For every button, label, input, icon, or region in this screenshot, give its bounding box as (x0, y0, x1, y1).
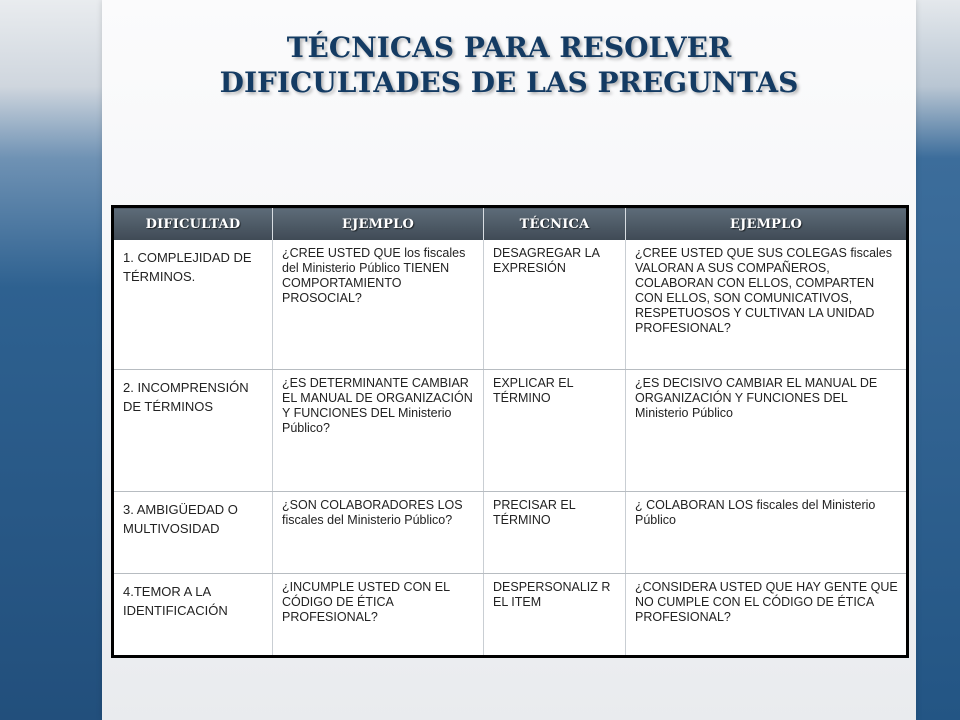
header-ejemplo: EJEMPLO (273, 207, 484, 241)
cell-dificultad: 4.TEMOR A LA IDENTIFICACIÓN (113, 574, 273, 657)
cell-ejemplo-2: ¿ES DECISIVO CAMBIAR EL MANUAL DE ORGANIZACIÓN Y FUNCIONES DEL Ministerio Público (626, 370, 908, 492)
header-ejemplo-2: EJEMPLO (626, 207, 908, 241)
background-left-band (0, 0, 102, 720)
header-dificultad: DIFICULTAD (113, 207, 273, 241)
cell-ejemplo-2: ¿CONSIDERA USTED QUE HAY GENTE QUE NO CUMPLE CON EL CÓDIGO DE ÉTICA PROFESIONAL? (626, 574, 908, 657)
cell-ejemplo: ¿INCUMPLE USTED CON EL CÓDIGO DE ÉTICA PROFESIONAL? (273, 574, 484, 657)
cell-tecnica: EXPLICAR EL TÉRMINO (484, 370, 626, 492)
cell-dificultad: 3. AMBIGÜEDAD O MULTIVOSIDAD (113, 492, 273, 574)
slide-title (102, 30, 916, 100)
cell-tecnica: DESPERSONALIZ R EL ITEM (484, 574, 626, 657)
techniques-table (111, 205, 909, 658)
cell-tecnica: DESAGREGAR LA EXPRESIÓN (484, 240, 626, 370)
background-right-band (916, 0, 960, 720)
title-line-1: TÉCNICAS PARA RESOLVER (286, 31, 732, 64)
cell-dificultad: 1. COMPLEJIDAD DE TÉRMINOS. (113, 240, 273, 370)
table-row (113, 574, 908, 657)
cell-dificultad: 2. INCOMPRENSIÓN DE TÉRMINOS (113, 370, 273, 492)
cell-ejemplo-2: ¿ COLABORAN LOS fiscales del Ministerio Público (626, 492, 908, 574)
table-row (113, 240, 908, 370)
cell-ejemplo: ¿CREE USTED QUE los fiscales del Ministerio Público TIENEN COMPORTAMIENTO PROSOCIAL? (273, 240, 484, 370)
cell-ejemplo: ¿ES DETERMINANTE CAMBIAR EL MANUAL DE ORGANIZACIÓN Y FUNCIONES DEL Ministerio Público? (273, 370, 484, 492)
cell-ejemplo-2: ¿CREE USTED QUE SUS COLEGAS fiscales VALORAN A SUS COMPAÑEROS, COLABORAN CON ELLOS, COMPARTEN CON ELLOS, SON COMUNICATIVOS, RESPETUOSOS Y CULTIVAN LA UNIDAD PROFESIONAL? (626, 240, 908, 370)
header-tecnica: TÉCNICA (484, 207, 626, 241)
table-row (113, 492, 908, 574)
cell-ejemplo: ¿SON COLABORADORES LOS fiscales del Ministerio Público? (273, 492, 484, 574)
table-header-row (113, 207, 908, 241)
table-row (113, 370, 908, 492)
cell-tecnica: PRECISAR EL TÉRMINO (484, 492, 626, 574)
title-line-2: DIFICULTADES DE LAS PREGUNTAS (219, 66, 799, 99)
